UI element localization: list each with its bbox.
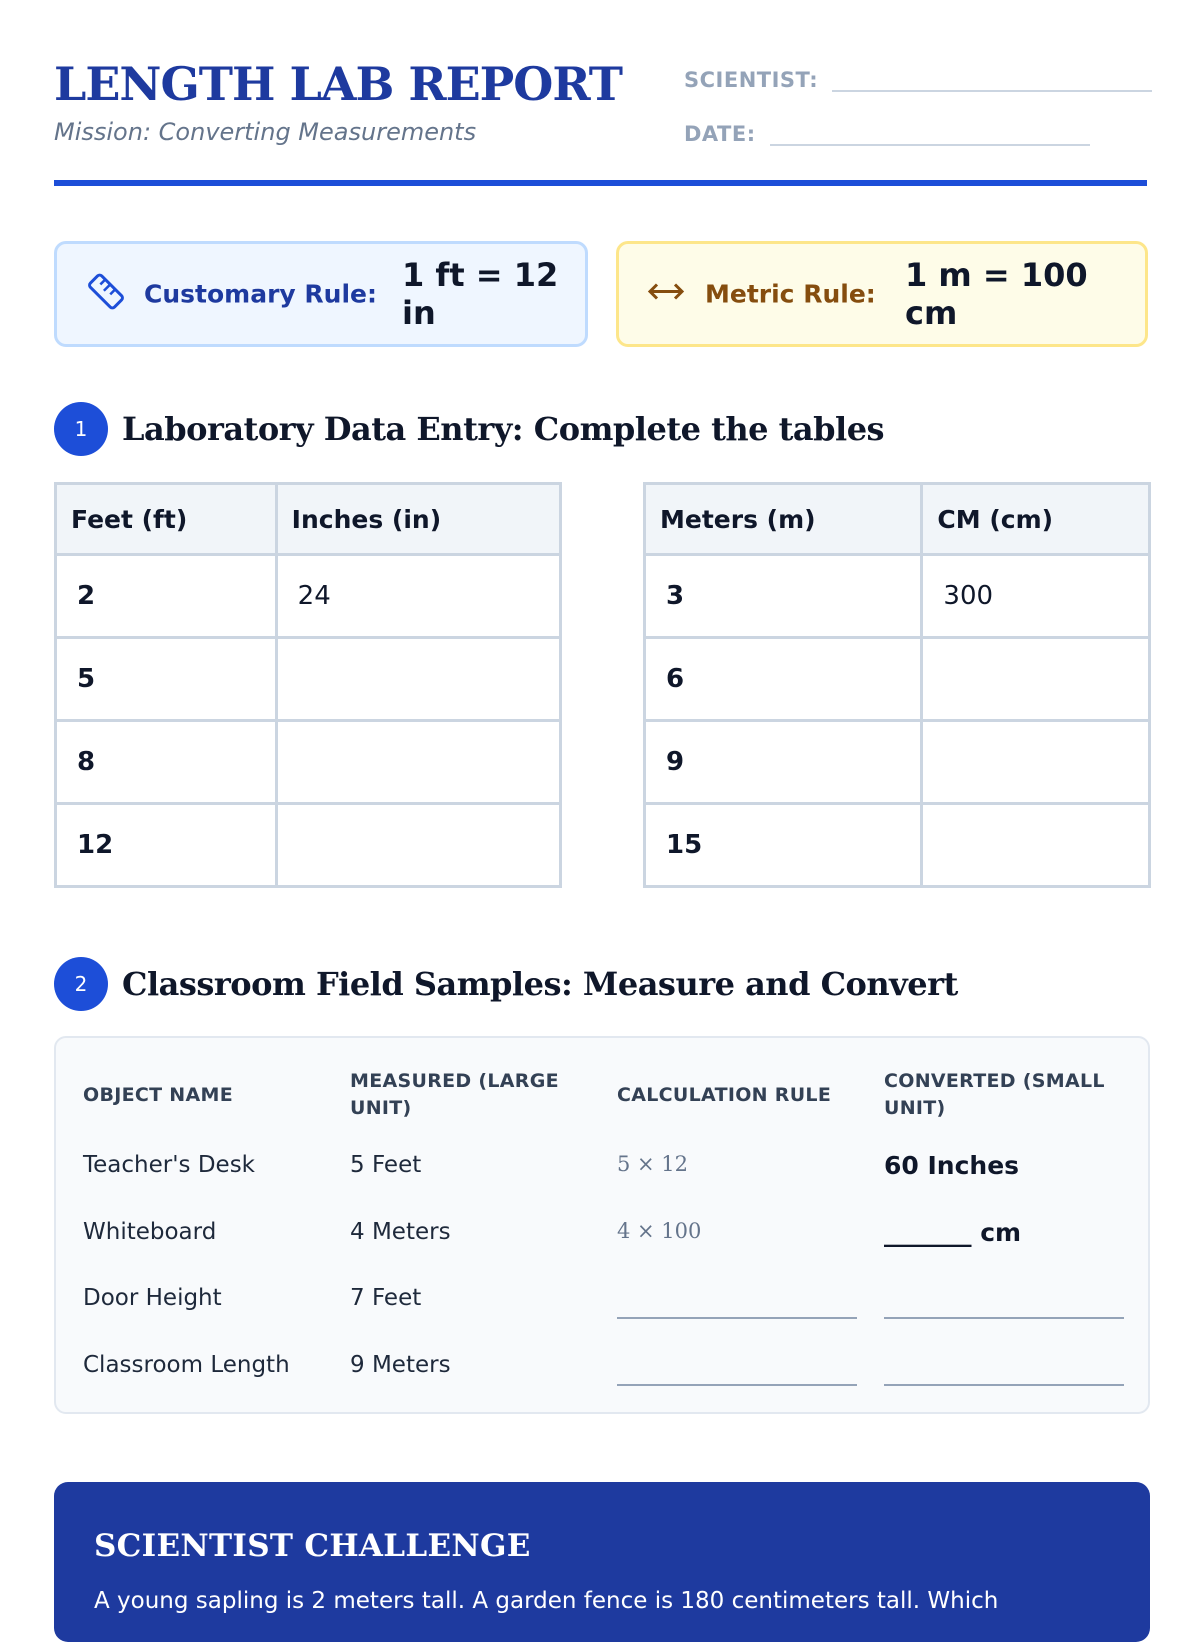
sample-object: Classroom Length — [83, 1352, 290, 1378]
feet-cell: 8 — [56, 721, 277, 804]
calculation-answer-line[interactable] — [617, 1317, 857, 1319]
sample-measured: 9 Meters — [350, 1352, 451, 1378]
customary-rule-label: Customary Rule: — [144, 279, 377, 309]
meters-cell: 9 — [645, 721, 922, 804]
meters-cell: 15 — [645, 804, 922, 887]
section-2-heading — [54, 957, 958, 1011]
cm-cell[interactable]: 300 — [922, 555, 1150, 638]
sample-converted: 60 Inches — [884, 1151, 1020, 1180]
column-header-calculation: CALCULATION RULE — [617, 1084, 832, 1106]
sample-measured: 4 Meters — [350, 1219, 451, 1245]
sample-measured: 5 Feet — [350, 1152, 422, 1178]
cm-cell[interactable] — [922, 638, 1150, 721]
date-input-line[interactable] — [770, 118, 1090, 146]
sample-converted[interactable]: _______ cm — [884, 1218, 1022, 1247]
sample-calculation: 5 × 12 — [617, 1152, 689, 1176]
section-1-heading — [54, 402, 884, 456]
section-2-badge: 2 — [54, 957, 108, 1011]
table-header-row — [56, 484, 561, 555]
metric-rule-box — [616, 241, 1148, 347]
cm-cell[interactable] — [922, 721, 1150, 804]
date-field — [684, 118, 1090, 146]
table-row — [56, 804, 561, 887]
scientist-field — [684, 64, 1152, 92]
meters-cell: 6 — [645, 638, 922, 721]
field-samples-panel — [54, 1036, 1150, 1414]
table-header: Inches (in) — [276, 484, 560, 555]
ruler-icon — [85, 271, 127, 318]
table-header: Meters (m) — [645, 484, 922, 555]
table-row — [645, 555, 1150, 638]
metric-table — [643, 482, 1151, 888]
section-2-title: Classroom Field Samples: Measure and Convert — [122, 965, 958, 1003]
sample-object: Door Height — [83, 1285, 222, 1311]
feet-cell: 12 — [56, 804, 277, 887]
cm-cell[interactable] — [922, 804, 1150, 887]
sample-object: Whiteboard — [83, 1219, 217, 1245]
table-header-row — [645, 484, 1150, 555]
challenge-title: SCIENTIST CHALLENGE — [94, 1528, 531, 1564]
metric-rule-value: 1 m = 100 cm — [905, 256, 1088, 332]
header-divider — [54, 180, 1147, 186]
metric-rule-label: Metric Rule: — [705, 279, 876, 309]
inches-cell[interactable] — [276, 638, 560, 721]
table-header: CM (cm) — [922, 484, 1150, 555]
feet-cell: 5 — [56, 638, 277, 721]
table-row — [645, 721, 1150, 804]
double-arrow-icon — [645, 280, 687, 309]
inches-cell[interactable] — [276, 804, 560, 887]
page-subtitle: Mission: Converting Measurements — [54, 118, 477, 146]
page-title: LENGTH LAB REPORT — [54, 57, 622, 111]
sample-object: Teacher's Desk — [83, 1152, 255, 1178]
feet-cell: 2 — [56, 555, 277, 638]
table-row — [56, 555, 561, 638]
column-header-converted: CONVERTED (SMALL UNIT) — [884, 1070, 1105, 1119]
converted-answer-line[interactable] — [884, 1384, 1124, 1386]
calculation-answer-line[interactable] — [617, 1384, 857, 1386]
date-label: DATE: — [684, 122, 756, 146]
table-row — [56, 721, 561, 804]
customary-rule-value: 1 ft = 12 in — [402, 256, 559, 332]
sample-measured: 7 Feet — [350, 1285, 422, 1311]
column-header-object: OBJECT NAME — [83, 1084, 233, 1106]
inches-cell[interactable] — [276, 721, 560, 804]
section-1-badge: 1 — [54, 402, 108, 456]
customary-rule-box — [54, 241, 588, 347]
table-row — [56, 638, 561, 721]
meters-cell: 3 — [645, 555, 922, 638]
table-row — [645, 804, 1150, 887]
customary-table — [54, 482, 562, 888]
column-header-measured: MEASURED (LARGE UNIT) — [350, 1070, 559, 1119]
report-header — [54, 56, 1147, 188]
section-1-title: Laboratory Data Entry: Complete the tables — [122, 410, 885, 448]
challenge-text: A young sapling is 2 meters tall. A garden fence is 180 centimeters tall. Which — [94, 1588, 999, 1614]
sample-calculation: 4 × 100 — [617, 1219, 702, 1243]
scientist-label: SCIENTIST: — [684, 68, 819, 92]
table-row — [645, 638, 1150, 721]
converted-answer-line[interactable] — [884, 1317, 1124, 1319]
inches-cell[interactable]: 24 — [276, 555, 560, 638]
table-header: Feet (ft) — [56, 484, 277, 555]
scientist-challenge-panel — [54, 1482, 1150, 1642]
scientist-input-line[interactable] — [832, 64, 1152, 92]
